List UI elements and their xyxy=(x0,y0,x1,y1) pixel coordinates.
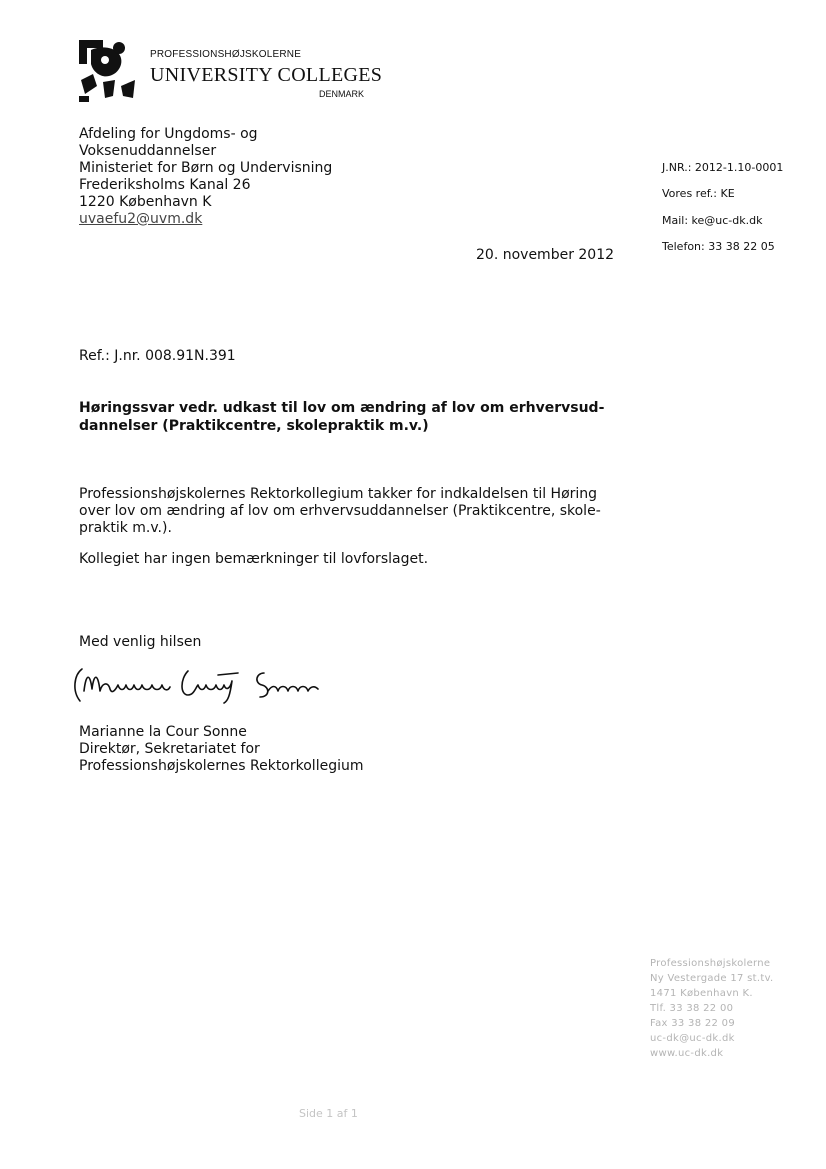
footer-line: uc-dk@uc-dk.dk xyxy=(650,1033,735,1044)
recipient-email-link[interactable]: uvaefu2@uvm.dk xyxy=(79,211,203,227)
letter-subject xyxy=(79,399,604,435)
journal-number: J.NR.: 2012-1.10-0001 xyxy=(662,161,784,174)
letterhead-org-big: UNIVERSITY COLLEGES xyxy=(150,64,383,86)
reference-line: Ref.: J.nr. 008.91N.391 xyxy=(79,348,236,364)
footer-line: 1471 København K. xyxy=(650,988,753,999)
footer-line: Professionshøjskolerne xyxy=(650,958,771,969)
letterhead-org-small: PROFESSIONSHØJSKOLERNE xyxy=(150,49,302,60)
recipient-line: Afdeling for Ungdoms- og xyxy=(79,126,258,142)
signature-icon xyxy=(68,661,328,711)
signer-block xyxy=(79,724,363,775)
footer-address xyxy=(650,956,774,1061)
recipient-line: 1220 København K xyxy=(79,194,212,210)
body-line: over lov om ændring af lov om erhvervsuddannelser (Praktikcentre, skole- xyxy=(79,503,601,519)
letter-date: 20. november 2012 xyxy=(476,247,615,263)
handwritten-signature xyxy=(68,661,328,711)
footer-line: Tlf. 33 38 22 00 xyxy=(650,1003,734,1014)
subject-line: Høringssvar vedr. udkast til lov om ændring af lov om erhvervsud- xyxy=(79,400,605,416)
footer-line: Ny Vestergade 17 st.tv. xyxy=(650,973,774,984)
recipient-line: Voksenuddannelser xyxy=(79,143,217,159)
our-reference: Vores ref.: KE xyxy=(662,187,735,200)
page-number: Side 1 af 1 xyxy=(299,1107,358,1120)
body-paragraph-2: Kollegiet har ingen bemærkninger til lovforslaget. xyxy=(79,551,429,567)
signer-title: Direktør, Sekretariatet for xyxy=(79,741,260,757)
footer-line: Fax 33 38 22 09 xyxy=(650,1018,735,1029)
recipient-address xyxy=(79,126,332,228)
closing-greeting: Med venlig hilsen xyxy=(79,634,202,650)
recipient-line: Ministeriet for Børn og Undervisning xyxy=(79,160,333,176)
contact-mail: Mail: ke@uc-dk.dk xyxy=(662,214,763,227)
subject-line: dannelser (Praktikcentre, skolepraktik m.v.) xyxy=(79,418,429,434)
recipient-line: Frederiksholms Kanal 26 xyxy=(79,177,251,193)
logo-mark-icon xyxy=(79,40,137,102)
letterhead-country: DENMARK xyxy=(319,89,365,99)
body-line: Professionshøjskolernes Rektorkollegium takker for indkaldelsen til Høring xyxy=(79,486,598,502)
university-colleges-logo xyxy=(79,40,137,102)
signer-org: Professionshøjskolernes Rektorkollegium xyxy=(79,758,364,774)
body-paragraph-1 xyxy=(79,486,601,537)
body-line: praktik m.v.). xyxy=(79,520,172,536)
signer-name: Marianne la Cour Sonne xyxy=(79,724,247,740)
footer-line: www.uc-dk.dk xyxy=(650,1048,724,1059)
contact-phone: Telefon: 33 38 22 05 xyxy=(662,240,775,253)
